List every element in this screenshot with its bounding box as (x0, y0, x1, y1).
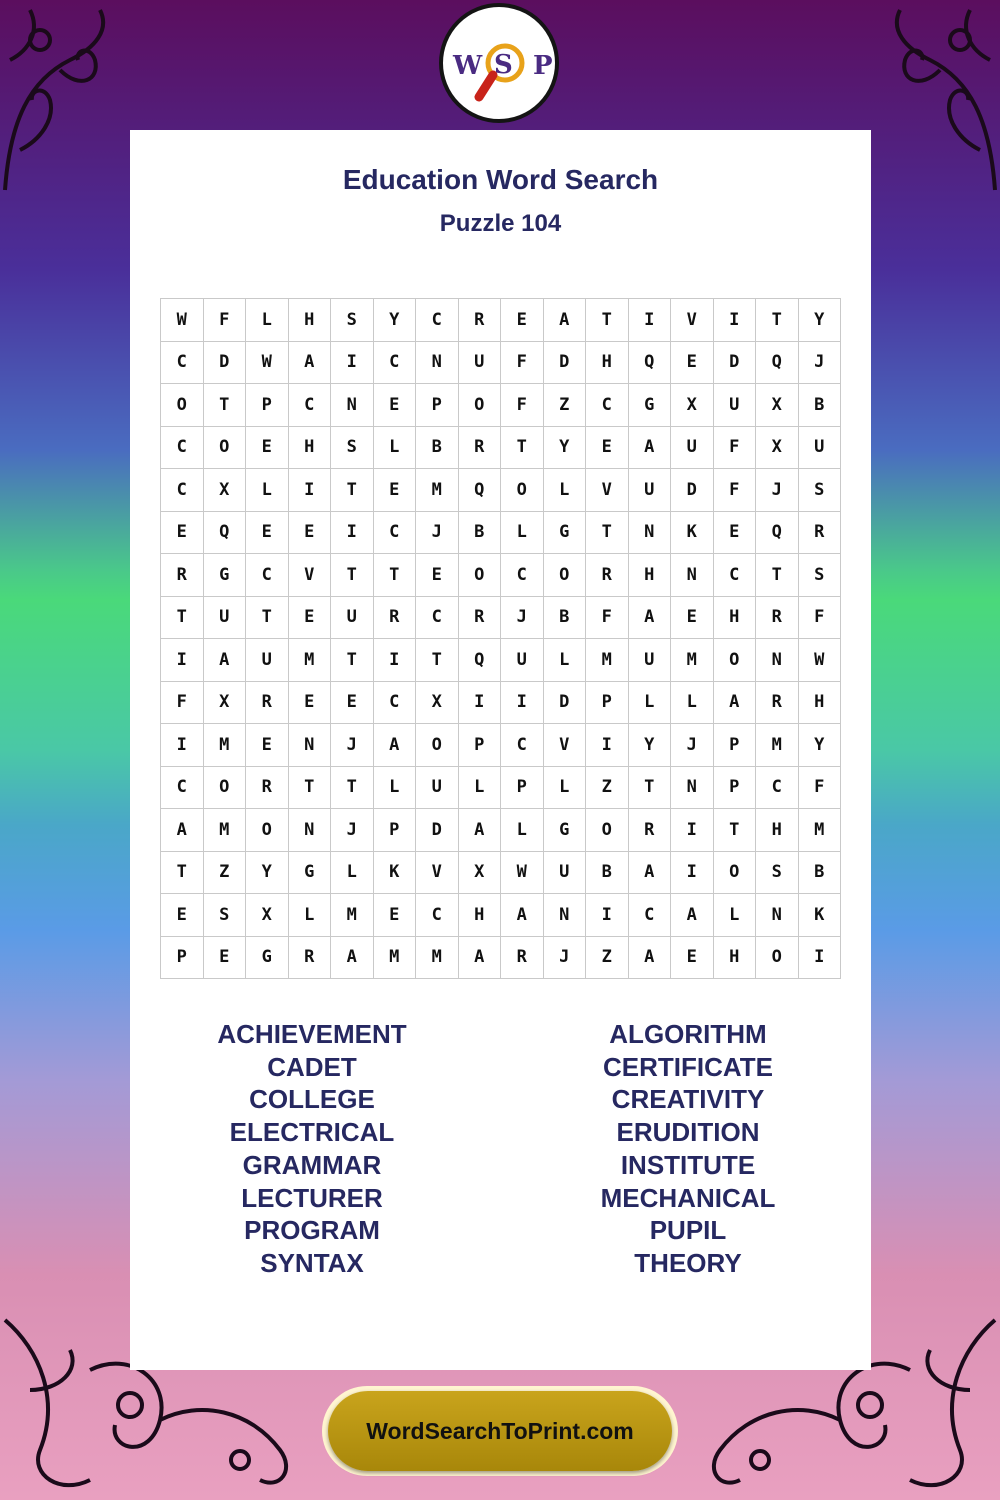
word-list-item: COLLEGE (249, 1084, 375, 1115)
grid-cell: J (501, 597, 544, 640)
grid-cell: C (289, 384, 332, 427)
grid-cell: O (714, 639, 757, 682)
word-list-right (538, 1018, 838, 1280)
grid-cell: Y (799, 299, 842, 342)
grid-cell: R (289, 937, 332, 980)
grid-cell: I (331, 512, 374, 555)
grid-cell: L (671, 682, 714, 725)
grid-cell: A (161, 809, 204, 852)
grid-cell: A (629, 852, 672, 895)
grid-cell: M (204, 724, 247, 767)
grid-cell: Z (204, 852, 247, 895)
grid-cell: A (459, 937, 502, 980)
grid-cell: Z (544, 384, 587, 427)
grid-cell: O (161, 384, 204, 427)
word-list-item: PROGRAM (244, 1215, 380, 1246)
grid-cell: Y (629, 724, 672, 767)
word-list-item: CERTIFICATE (603, 1051, 773, 1082)
grid-cell: O (246, 809, 289, 852)
grid-cell: P (501, 767, 544, 810)
grid-cell: U (544, 852, 587, 895)
grid-cell: Z (586, 937, 629, 980)
grid-cell: O (756, 937, 799, 980)
grid-cell: C (416, 299, 459, 342)
word-list-item: SYNTAX (260, 1247, 364, 1278)
grid-cell: U (501, 639, 544, 682)
grid-cell: U (204, 597, 247, 640)
grid-cell: K (671, 512, 714, 555)
grid-cell: F (161, 682, 204, 725)
grid-cell: W (501, 852, 544, 895)
word-list-item: THEORY (634, 1247, 742, 1278)
word-list-item: ALGORITHM (609, 1019, 767, 1049)
grid-cell: X (204, 682, 247, 725)
grid-cell: J (799, 342, 842, 385)
grid-cell: C (501, 554, 544, 597)
grid-cell: J (416, 512, 459, 555)
grid-cell: M (756, 724, 799, 767)
grid-cell: G (289, 852, 332, 895)
grid-cell: V (586, 469, 629, 512)
grid-cell: N (671, 767, 714, 810)
grid-cell: S (331, 427, 374, 470)
grid-cell: M (331, 894, 374, 937)
grid-cell: Q (756, 342, 799, 385)
grid-cell: A (629, 427, 672, 470)
grid-cell: O (204, 427, 247, 470)
grid-cell: Z (586, 767, 629, 810)
grid-cell: L (374, 767, 417, 810)
website-label[interactable]: WordSearchToPrint.com (328, 1391, 672, 1471)
grid-cell: E (289, 597, 332, 640)
grid-cell: N (289, 809, 332, 852)
grid-cell: H (756, 809, 799, 852)
grid-cell: I (289, 469, 332, 512)
grid-cell: H (459, 894, 502, 937)
grid-cell: A (714, 682, 757, 725)
grid-cell: C (416, 597, 459, 640)
grid-cell: L (501, 809, 544, 852)
word-list-item: LECTURER (241, 1182, 383, 1213)
puzzle-number: Puzzle 104 (439, 210, 562, 237)
grid-cell: H (629, 554, 672, 597)
grid-cell: J (544, 937, 587, 980)
grid-cell: J (331, 724, 374, 767)
word-list-item: MECHANICAL (600, 1182, 776, 1213)
grid-cell: C (501, 724, 544, 767)
grid-cell: F (799, 597, 842, 640)
grid-cell: E (671, 342, 714, 385)
grid-cell: T (331, 469, 374, 512)
grid-cell: Q (459, 639, 502, 682)
grid-cell: F (501, 384, 544, 427)
grid-cell: H (289, 299, 332, 342)
grid-cell: M (416, 937, 459, 980)
grid-cell: U (629, 469, 672, 512)
grid-cell: E (586, 427, 629, 470)
grid-cell: E (246, 427, 289, 470)
word-list-item: CREATIVITY (611, 1084, 765, 1115)
grid-cell: F (204, 299, 247, 342)
grid-cell: D (671, 469, 714, 512)
grid-cell: R (586, 554, 629, 597)
grid-cell: L (544, 469, 587, 512)
grid-cell: C (586, 384, 629, 427)
grid-cell: R (799, 512, 842, 555)
grid-cell: V (289, 554, 332, 597)
grid-cell: Y (374, 299, 417, 342)
grid-cell: E (416, 554, 459, 597)
grid-cell: H (586, 342, 629, 385)
grid-cell: R (756, 597, 799, 640)
grid-cell: E (161, 894, 204, 937)
grid-cell: U (416, 767, 459, 810)
grid-cell: T (331, 554, 374, 597)
grid-cell: U (629, 639, 672, 682)
grid-cell: A (459, 809, 502, 852)
grid-cell: L (501, 512, 544, 555)
word-list-item: ELECTRICAL (229, 1117, 395, 1148)
grid-cell: N (544, 894, 587, 937)
grid-cell: M (416, 469, 459, 512)
grid-cell: D (714, 342, 757, 385)
grid-cell: T (586, 299, 629, 342)
grid-cell: H (289, 427, 332, 470)
grid-cell: X (459, 852, 502, 895)
grid-cell: T (289, 767, 332, 810)
word-list-item: INSTITUTE (620, 1149, 756, 1180)
grid-cell: E (501, 299, 544, 342)
grid-cell: E (374, 469, 417, 512)
logo-letter-p: P (533, 51, 553, 81)
grid-cell: F (586, 597, 629, 640)
grid-cell: U (331, 597, 374, 640)
grid-cell: S (331, 299, 374, 342)
grid-cell: X (756, 427, 799, 470)
grid-cell: B (544, 597, 587, 640)
grid-cell: R (459, 597, 502, 640)
grid-cell: G (629, 384, 672, 427)
grid-cell: R (161, 554, 204, 597)
grid-cell: V (544, 724, 587, 767)
grid-cell: W (161, 299, 204, 342)
grid-cell: L (714, 894, 757, 937)
grid-cell: R (756, 682, 799, 725)
grid-cell: S (204, 894, 247, 937)
grid-cell: L (331, 852, 374, 895)
grid-cell: I (374, 639, 417, 682)
page-title: Education Word Search (342, 164, 659, 195)
letter-grid (160, 298, 841, 979)
grid-cell: O (416, 724, 459, 767)
grid-cell: R (459, 299, 502, 342)
grid-cell: P (714, 767, 757, 810)
grid-cell: T (756, 299, 799, 342)
grid-cell: M (374, 937, 417, 980)
grid-cell: M (204, 809, 247, 852)
grid-cell: I (161, 724, 204, 767)
grid-cell: E (374, 894, 417, 937)
word-list-item: ERUDITION (616, 1117, 760, 1148)
grid-cell: C (161, 767, 204, 810)
grid-cell: C (416, 894, 459, 937)
grid-cell: R (459, 427, 502, 470)
grid-cell: N (629, 512, 672, 555)
grid-cell: T (246, 597, 289, 640)
grid-cell: X (671, 384, 714, 427)
grid-cell: T (416, 639, 459, 682)
grid-cell: P (459, 724, 502, 767)
grid-cell: C (374, 512, 417, 555)
grid-cell: O (544, 554, 587, 597)
grid-cell: G (544, 512, 587, 555)
grid-cell: C (714, 554, 757, 597)
grid-cell: C (374, 342, 417, 385)
grid-cell: P (416, 384, 459, 427)
grid-cell: L (246, 469, 289, 512)
grid-cell: N (331, 384, 374, 427)
grid-cell: S (799, 554, 842, 597)
grid-cell: I (671, 809, 714, 852)
grid-cell: L (629, 682, 672, 725)
grid-cell: C (629, 894, 672, 937)
grid-cell: O (204, 767, 247, 810)
word-list-item: CADET (267, 1051, 357, 1082)
grid-cell: T (756, 554, 799, 597)
grid-cell: T (501, 427, 544, 470)
grid-cell: T (714, 809, 757, 852)
grid-cell: O (459, 384, 502, 427)
grid-cell: T (331, 767, 374, 810)
grid-cell: B (799, 384, 842, 427)
grid-cell: E (671, 597, 714, 640)
grid-cell: N (416, 342, 459, 385)
grid-cell: T (161, 597, 204, 640)
grid-cell: I (586, 724, 629, 767)
grid-cell: R (374, 597, 417, 640)
grid-cell: L (289, 894, 332, 937)
grid-cell: Q (756, 512, 799, 555)
grid-cell: R (629, 809, 672, 852)
grid-cell: W (246, 342, 289, 385)
grid-cell: M (289, 639, 332, 682)
grid-cell: Q (629, 342, 672, 385)
grid-cell: E (671, 937, 714, 980)
grid-cell: L (246, 299, 289, 342)
grid-cell: T (629, 767, 672, 810)
grid-cell: V (671, 299, 714, 342)
grid-cell: U (714, 384, 757, 427)
grid-cell: S (799, 469, 842, 512)
grid-cell: N (756, 639, 799, 682)
grid-cell: N (289, 724, 332, 767)
grid-cell: U (246, 639, 289, 682)
grid-cell: F (714, 469, 757, 512)
grid-cell: T (161, 852, 204, 895)
grid-cell: X (416, 682, 459, 725)
grid-cell: Y (544, 427, 587, 470)
grid-cell: E (289, 512, 332, 555)
grid-cell: C (374, 682, 417, 725)
grid-cell: T (204, 384, 247, 427)
grid-cell: O (459, 554, 502, 597)
grid-cell: A (289, 342, 332, 385)
grid-cell: C (161, 427, 204, 470)
grid-cell: H (799, 682, 842, 725)
grid-cell: A (671, 894, 714, 937)
grid-cell: E (204, 937, 247, 980)
grid-cell: P (374, 809, 417, 852)
grid-cell: Q (204, 512, 247, 555)
grid-cell: P (714, 724, 757, 767)
grid-cell: U (671, 427, 714, 470)
grid-cell: T (374, 554, 417, 597)
grid-cell: P (161, 937, 204, 980)
grid-cell: R (246, 767, 289, 810)
grid-cell: D (544, 342, 587, 385)
grid-cell: I (331, 342, 374, 385)
grid-cell: J (331, 809, 374, 852)
word-list-item: GRAMMAR (242, 1149, 382, 1180)
grid-cell: K (799, 894, 842, 937)
grid-cell: O (714, 852, 757, 895)
grid-cell: R (246, 682, 289, 725)
grid-cell: Y (246, 852, 289, 895)
grid-cell: L (544, 767, 587, 810)
grid-cell: E (246, 512, 289, 555)
grid-cell: I (799, 937, 842, 980)
grid-cell: A (629, 597, 672, 640)
wsp-logo (439, 3, 559, 123)
logo-letter-w: W (453, 51, 483, 81)
grid-cell: D (544, 682, 587, 725)
grid-cell: G (544, 809, 587, 852)
grid-cell: P (586, 682, 629, 725)
grid-cell: I (586, 894, 629, 937)
grid-cell: G (204, 554, 247, 597)
word-list-left (162, 1018, 462, 1280)
grid-cell: E (161, 512, 204, 555)
grid-cell: N (756, 894, 799, 937)
grid-cell: F (501, 342, 544, 385)
word-list-item: ACHIEVEMENT (217, 1019, 407, 1049)
puzzle-panel (130, 130, 871, 1370)
grid-cell: M (671, 639, 714, 682)
grid-cell: B (799, 852, 842, 895)
grid-cell: W (799, 639, 842, 682)
grid-cell: I (671, 852, 714, 895)
grid-cell: O (586, 809, 629, 852)
grid-cell: X (246, 894, 289, 937)
grid-cell: A (374, 724, 417, 767)
grid-cell: B (459, 512, 502, 555)
grid-cell: P (246, 384, 289, 427)
grid-cell: B (586, 852, 629, 895)
grid-cell: E (374, 384, 417, 427)
grid-cell: U (799, 427, 842, 470)
grid-cell: A (629, 937, 672, 980)
grid-cell: I (161, 639, 204, 682)
grid-cell: A (544, 299, 587, 342)
grid-cell: A (204, 639, 247, 682)
grid-cell: L (459, 767, 502, 810)
grid-cell: I (459, 682, 502, 725)
grid-cell: H (714, 937, 757, 980)
grid-cell: L (544, 639, 587, 682)
grid-cell: L (374, 427, 417, 470)
grid-cell: A (331, 937, 374, 980)
grid-cell: E (714, 512, 757, 555)
grid-cell: I (629, 299, 672, 342)
grid-cell: Q (459, 469, 502, 512)
grid-cell: H (714, 597, 757, 640)
logo-letter-s: S (494, 50, 513, 80)
grid-cell: N (671, 554, 714, 597)
grid-cell: T (586, 512, 629, 555)
grid-cell: E (331, 682, 374, 725)
grid-cell: C (161, 469, 204, 512)
grid-cell: J (756, 469, 799, 512)
grid-cell: E (246, 724, 289, 767)
grid-cell: C (246, 554, 289, 597)
grid-cell: V (416, 852, 459, 895)
grid-cell: Y (799, 724, 842, 767)
word-list-item: PUPIL (649, 1215, 727, 1246)
grid-cell: M (799, 809, 842, 852)
website-button[interactable] (322, 1386, 678, 1476)
grid-cell: J (671, 724, 714, 767)
corner-ornament-top-left-icon (0, 0, 130, 200)
grid-cell: C (756, 767, 799, 810)
grid-cell: X (756, 384, 799, 427)
grid-cell: S (756, 852, 799, 895)
grid-cell: D (204, 342, 247, 385)
grid-cell: M (586, 639, 629, 682)
grid-cell: C (161, 342, 204, 385)
grid-cell: I (501, 682, 544, 725)
grid-cell: A (501, 894, 544, 937)
grid-cell: K (374, 852, 417, 895)
grid-cell: G (246, 937, 289, 980)
grid-cell: I (714, 299, 757, 342)
grid-cell: O (501, 469, 544, 512)
grid-cell: B (416, 427, 459, 470)
grid-cell: R (501, 937, 544, 980)
grid-cell: U (459, 342, 502, 385)
grid-cell: X (204, 469, 247, 512)
grid-cell: E (289, 682, 332, 725)
grid-cell: D (416, 809, 459, 852)
grid-cell: T (331, 639, 374, 682)
grid-cell: F (799, 767, 842, 810)
grid-cell: F (714, 427, 757, 470)
